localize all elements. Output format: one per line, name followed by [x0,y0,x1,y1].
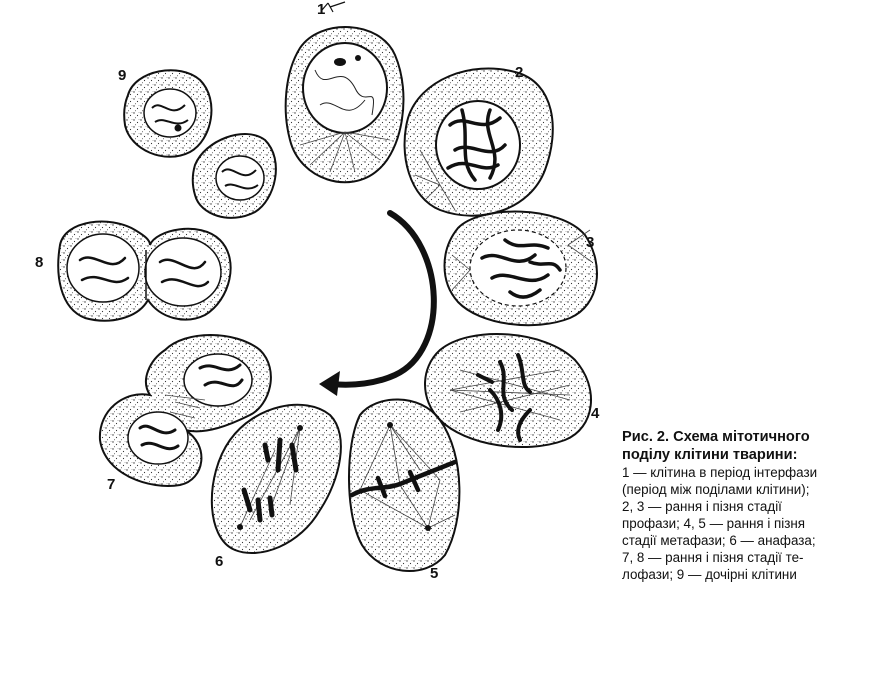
cell-anaphase [212,405,341,553]
cell-late-metaphase [349,399,459,571]
caption-line-2: (період між поділами клітини); [622,482,810,497]
caption-line-7: лофази; 9 — дочірні клітини [622,567,797,582]
caption-title-line-2: поділу клітини тварини: [622,447,798,463]
cell-late-telophase [58,222,230,321]
stage-number-5: 5 [430,565,439,582]
caption-line-3: 2, 3 — рання і пізня стадії [622,499,782,514]
caption-line-1: 1 — клітина в період інтерфази [622,465,818,480]
stage-number-9: 9 [118,67,127,84]
stage-number-1: 1 [317,1,326,18]
stage-number-2: 2 [515,64,524,81]
cell-daughter-cells [124,70,276,218]
cell-early-prophase [405,69,553,216]
stage-number-4: 4 [591,405,600,422]
caption-line-6: 7, 8 — рання і пізня стадії те- [622,550,804,565]
stage-number-6: 6 [215,553,224,570]
caption-title-line-1: Рис. 2. Схема мітотичного [622,429,810,445]
cell-interphase [286,2,404,182]
caption-line-4: профази; 4, 5 — рання і пізня [622,516,806,531]
stage-number-7: 7 [107,476,116,493]
cell-early-metaphase [425,334,591,447]
caption-line-5: стадії метафази; 6 — анафаза; [622,533,816,548]
stage-number-8: 8 [35,254,44,271]
cell-late-prophase [445,212,598,326]
cycle-arrow [319,213,434,396]
figure-caption [622,428,884,583]
stage-number-3: 3 [586,234,595,251]
